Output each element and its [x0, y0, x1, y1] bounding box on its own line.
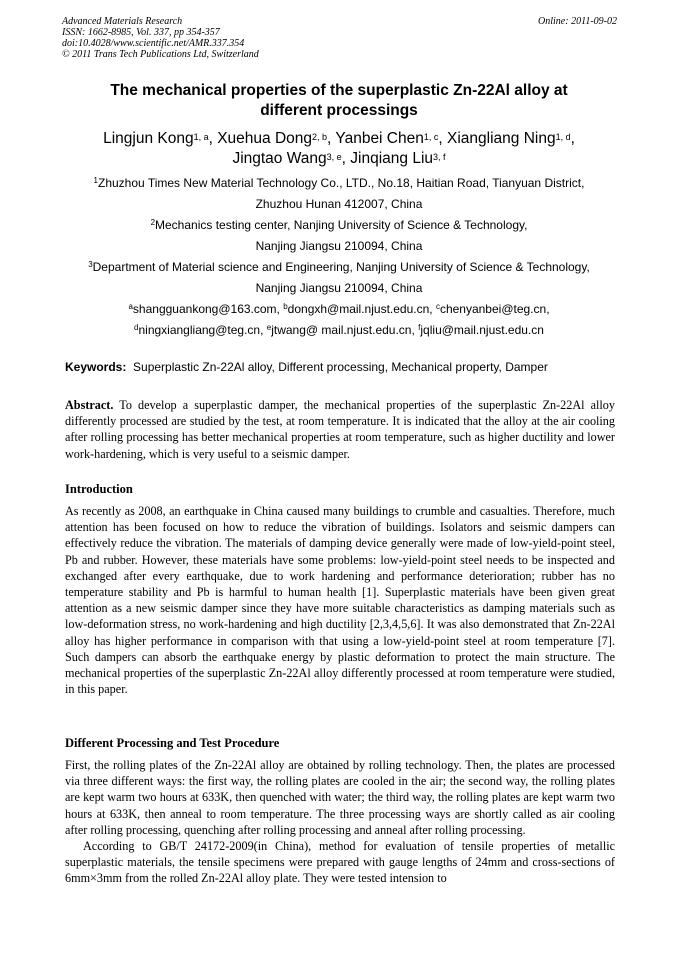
affiliation-3 — [40, 257, 638, 299]
affil-line: Nanjing Jiangsu 210094, China — [255, 281, 423, 295]
issn: ISSN: 1662-8985, Vol. 337, pp 354-357 — [62, 27, 220, 38]
affil-line: Nanjing Jiangsu 210094, China — [255, 239, 423, 253]
abstract-label: Abstract. — [65, 398, 114, 412]
processing-paragraph-1: First, the rolling plates of the Zn-22Al alloy are obtained by rolling technology. Then, the plates are processed via three different ways: the first way, the rolling plates are cooled in the air; the second way, the rolling plates are kept warm two hours at 633K, then quenched with water; the third way, the rolling plates are kept warm two hours at 633K, then anneal to room temperature. The three processing ways are shortly called as air cooling after rolling processing, quenching after rolling processing and anneal after rolling processing. — [65, 758, 615, 837]
email: ningxiangliang@teg.cn, — [138, 323, 267, 337]
author-affil-mark: 1, a — [193, 132, 209, 142]
email-mark: c — [435, 302, 440, 311]
title-line-1: The mechanical properties of the superplastic Zn-22Al alloy at — [110, 82, 568, 99]
author-affil-mark: 2, b — [312, 132, 328, 142]
abstract — [65, 397, 615, 462]
author-name: Jinqiang Liu — [350, 150, 434, 167]
affil-line: Zhuzhou Times New Material Technology Co., LTD., No.18, Haitian Road, Tianyuan District, — [98, 176, 585, 190]
author-name: Jingtao Wang — [232, 150, 327, 167]
copyright: © 2011 Trans Tech Publications Ltd, Switzerland — [62, 49, 259, 60]
email-mark: f — [418, 323, 421, 332]
processing-body — [65, 757, 615, 887]
email-list — [40, 299, 638, 341]
author-list: Lingjun Kong$^{1, a}$, Xuehua Dong$^{2, b}$, Yanbei Chen$^{1, c}$, Xiangliang Ning$^{1, d}$, Jingtao Wang$^{3, e}$, Jinqiang Liu$^{3, f}$ — [103, 130, 575, 167]
email-mark: e — [266, 323, 272, 332]
paper-title — [70, 81, 608, 121]
affil-mark: 1 — [93, 176, 98, 185]
author-affil-mark: 1, c — [423, 132, 439, 142]
intro-paragraph: As recently as 2008, an earthquake in China caused many buildings to crumble and casualties. Therefore, much attention has been focused on how to reduce the vibration of buildings. Isolators and seismic dampers can effectively reduce the vibration. The materials of damping device generally were made of low-yield-point steel, Pb and rubber. However, these materials have some problems: low-yield-point steel needs to be inspected and exchanged after every earthquake, due to work hardening and performance deterioration; rubber has no temperature stability and Pb is harmful to human health [1]. Superplastic materials have been given great attention as a new seismic damper since they have more suitable characteristics as damping materials such as low-deformation stress, no work-hardening and high ductility [2,3,4,5,6]. It was also demonstrated that Zn-22Al alloy has higher performance in comparison with that using a low-yield-point steel at room temperature [7]. Such dampers can absorb the earthquake energy by plastic deformation to protect the main structure. The mechanical properties of the superplastic Zn-22Al alloy differently processed at room temperature were studied, in this paper. — [65, 504, 615, 697]
affil-line: Zhuzhou Hunan 412007, China — [255, 197, 423, 211]
affil-mark: 2 — [150, 218, 156, 227]
email-mark: a — [128, 302, 133, 311]
introduction-body — [65, 503, 615, 697]
email-mark: b — [283, 302, 288, 311]
keywords-label: Keywords: — [65, 360, 127, 374]
journal-header — [62, 16, 617, 60]
keywords — [65, 359, 620, 375]
journal-name: Advanced Materials Research — [62, 16, 183, 27]
affil-line: Department of Material science and Engineering, Nanjing University of Science & Technology, — [92, 260, 590, 274]
author-affil-mark: 1, d — [555, 132, 571, 142]
email: chenyanbei@teg.cn, — [439, 302, 550, 316]
section-heading-processing: Different Processing and Test Procedure — [65, 736, 280, 750]
affil-mark: 3 — [88, 260, 93, 269]
section-heading-introduction: Introduction — [65, 482, 133, 496]
online-date: Online: 2011-09-02 — [538, 16, 617, 27]
affil-line: Mechanics testing center, Nanjing University of Science & Technology, — [155, 218, 528, 232]
email: jqliu@mail.njust.edu.cn — [420, 323, 544, 337]
author-name: Lingjun Kong — [103, 130, 194, 147]
keywords-text: Superplastic Zn-22Al alloy, Different processing, Mechanical property, Damper — [133, 360, 548, 374]
email: dongxh@mail.njust.edu.cn, — [287, 302, 436, 316]
processing-paragraph-2: According to GB/T 24172-2009(in China), method for evaluation of tensile properties of metallic superplastic materials, the tensile specimens were prepared with gauge lengths of 24mm and cross-sections of 6mm×3mm from the rolled Zn-22Al alloy plate. They were tested intension to — [65, 839, 615, 886]
author-name: Xiangliang Ning — [447, 130, 556, 147]
title-line-2: different processings — [260, 102, 418, 119]
affiliation-1 — [40, 173, 638, 215]
doi: doi:10.4028/www.scientific.net/AMR.337.354 — [62, 38, 245, 49]
author-name: Yanbei Chen — [335, 130, 424, 147]
email: shangguankong@163.com, — [132, 302, 284, 316]
author-affil-mark: 3, e — [326, 152, 342, 162]
affiliation-2 — [40, 215, 638, 257]
author-name: Xuehua Dong — [217, 130, 313, 147]
email: jtwang@ mail.njust.edu.cn, — [271, 323, 415, 337]
email-mark: d — [134, 323, 139, 332]
author-affil-mark: 3, f — [433, 152, 446, 162]
abstract-text: To develop a superplastic damper, the mechanical properties of the superplastic Zn-22Al alloy differently processed are studied by the test, at room temperature. It is indicated that the alloy at the air cooling after rolling processing has better mechanical properties at room temperature, such as higher ductility and lower work-hardening, which is very useful to a seismic damper. — [65, 398, 615, 461]
